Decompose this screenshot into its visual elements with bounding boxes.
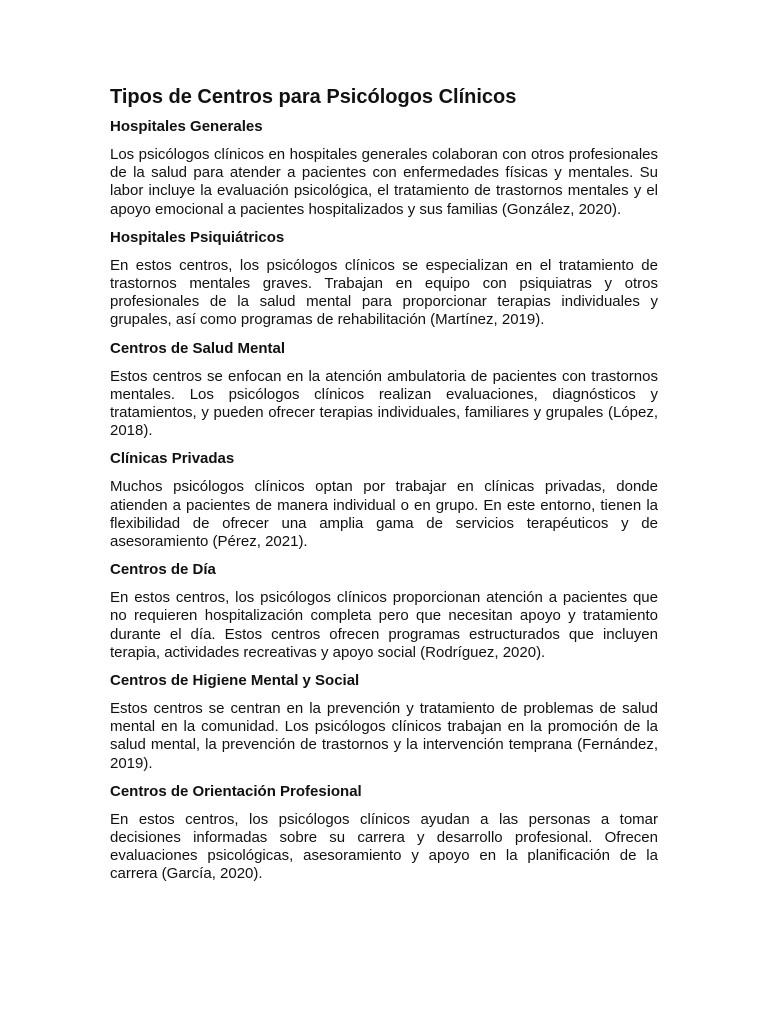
section-hospitales-psiquiatricos — [110, 229, 658, 330]
section-centros-salud-mental — [110, 340, 658, 441]
section-paragraph: En estos centros, los psicólogos clínicos se especializan en el tratamiento de trastornos mentales graves. Trabajan en equipo con psiquiatras y otros profesionales de la salud mental para proporcionar terapias individuales y grupales, así como programas de rehabilitación (Martínez, 2019). — [110, 256, 658, 329]
section-heading: Hospitales Generales — [110, 118, 263, 135]
section-heading: Centros de Orientación Profesional — [110, 782, 362, 800]
section-paragraph: Estos centros se centran en la prevención y tratamiento de problemas de salud mental en la comunidad. Los psicólogos clínicos trabajan en la promoción de la salud mental, la prevención de trastornos y la intervención temprana (Fernández, 2019). — [110, 700, 658, 772]
section-paragraph: Estos centros se enfocan en la atención ambulatoria de pacientes con trastornos mentales. Los psicólogos clínicos realizan evaluaciones, diagnósticos y tratamientos, y pueden ofrecer terapias individuales, familiares y grupales (López, 2018). — [110, 367, 658, 440]
section-heading: Clínicas Privadas — [110, 450, 235, 468]
section-hospitales-generales — [110, 118, 658, 219]
section-heading: Centros de Salud Mental — [110, 339, 286, 357]
section-heading: Centros de Día — [110, 561, 216, 579]
section-centros-orientacion-profesional — [110, 783, 658, 884]
section-heading: Centros de Higiene Mental y Social — [110, 672, 360, 690]
section-paragraph: En estos centros, los psicólogos clínicos ayudan a las personas a tomar decisiones informadas sobre su carrera y desarrollo profesional. Ofrecen evaluaciones psicológicas, asesoramiento y apoyo en la planificación de la carrera (García, 2020). — [110, 810, 658, 883]
section-heading: Hospitales Psiquiátricos — [110, 228, 285, 246]
section-paragraph: Los psicólogos clínicos en hospitales generales colaboran con otros profesionales de la salud para atender a pacientes con enfermedades físicas y mentales. Su labor incluye la evaluación psicológica, el tratamiento de trastornos mentales y el apoyo emocional a pacientes hospitalizados y sus familias (González, 2020). — [110, 146, 658, 218]
section-paragraph: Muchos psicólogos clínicos optan por trabajar en clínicas privadas, donde atienden a pacientes de manera individual o en grupo. En este entorno, tienen la flexibilidad de ofrecer una amplia gama de servicios terapéuticos y de asesoramiento (Pérez, 2021). — [110, 478, 658, 551]
section-centros-de-dia — [110, 561, 658, 662]
section-paragraph: En estos centros, los psicólogos clínicos proporcionan atención a pacientes que no requieren hospitalización completa pero que necesitan apoyo y tratamiento durante el día. Estos centros ofrecen programas estructurados que incluyen terapia, actividades recreativas y apoyo social (Rodríguez, 2020). — [110, 589, 658, 661]
page-title: Tipos de Centros para Psicólogos Clínicos — [110, 86, 517, 108]
section-centros-higiene-mental — [110, 672, 658, 773]
section-clinicas-privadas — [110, 450, 658, 551]
